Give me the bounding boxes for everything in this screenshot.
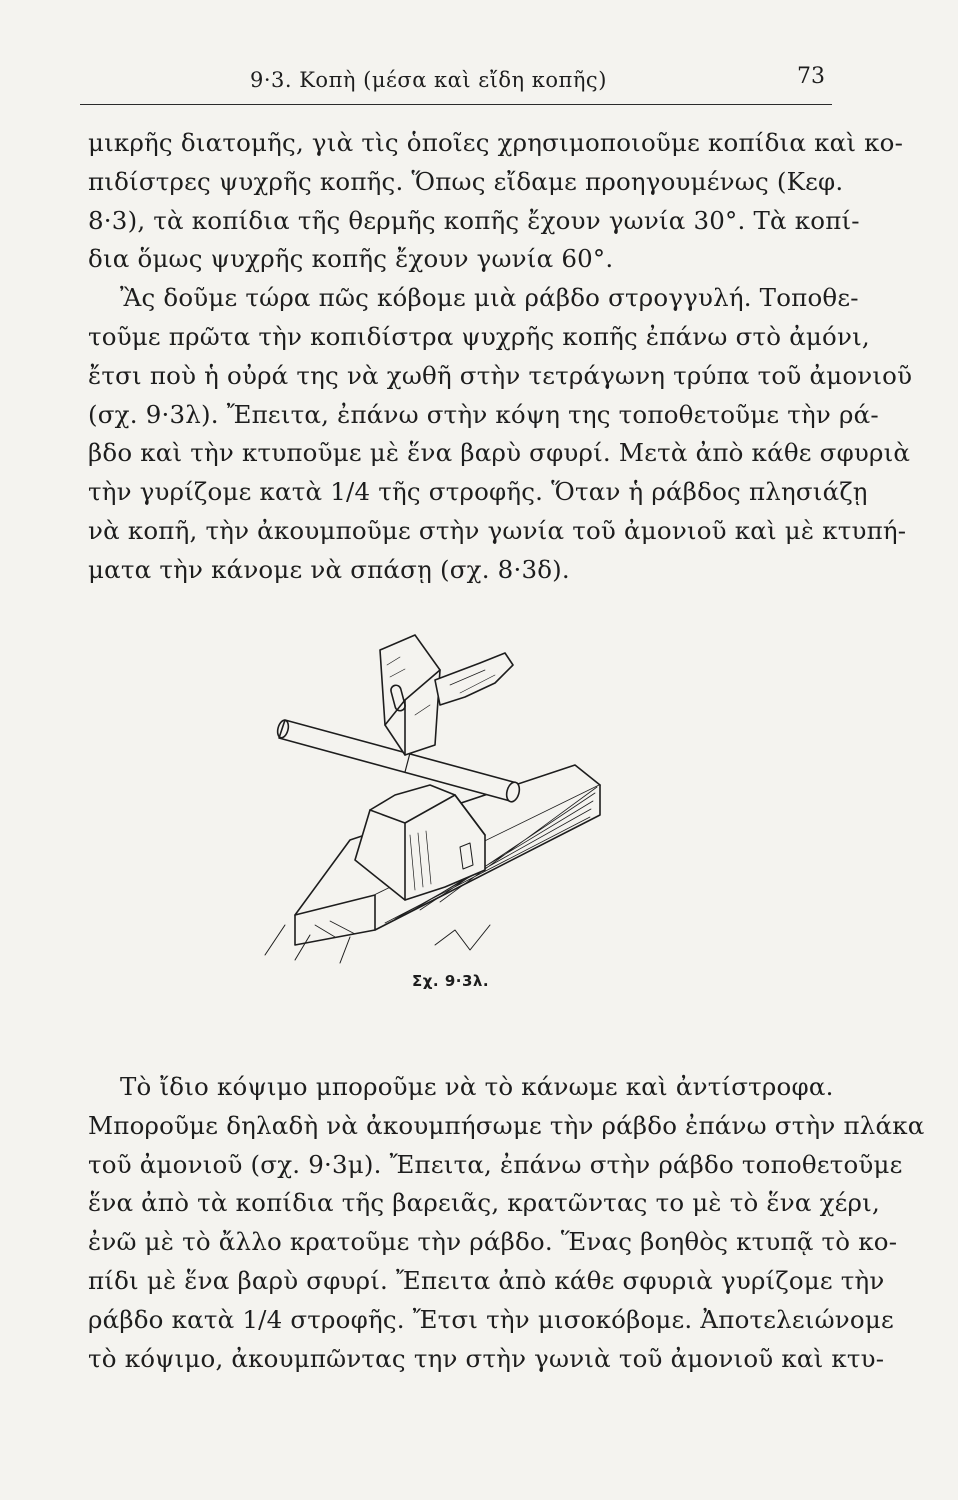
text-line: ματα τὴν κάνομε νὰ σπάσῃ (σχ. 8·3δ).	[88, 554, 570, 584]
page-number: 73	[797, 64, 825, 89]
text-line: πίδι μὲ ἕνα βαρὺ σφυρί. Ἔπειτα ἀπὸ κάθε σφυριὰ γυρίζομε τὴν	[88, 1265, 885, 1295]
text-line: βδο καὶ τὴν κτυποῦμε μὲ ἕνα βαρὺ σφυρί. Μετὰ ἀπὸ κάθε σφυριὰ	[88, 438, 911, 468]
text-line: τὸ κόψιμο, ἀκουμπῶντας την στὴν γωνιὰ τοῦ ἀμονιοῦ καὶ κτυ-	[88, 1343, 885, 1373]
body-text-bottom	[88, 1068, 925, 1378]
text-line: τοῦ ἀμονιοῦ (σχ. 9·3μ). Ἔπειτα, ἐπάνω στὴν ράβδο τοποθετοῦμε	[88, 1149, 903, 1179]
figure-hardy-cutting-illustration	[255, 625, 655, 965]
body-text-top	[88, 124, 913, 590]
text-line: νὰ κοπῆ, τὴν ἀκουμποῦμε στὴν γωνία τοῦ ἀμονιοῦ καὶ μὲ κτυπή-	[88, 515, 907, 545]
text-line: πιδίστρες ψυχρῆς κοπῆς. Ὅπως εἴδαμε προηγουμένως (Κεφ.	[88, 166, 844, 196]
text-line: Τὸ ἴδιο κόψιμο μποροῦμε νὰ τὸ κάνωμε καὶ ἀντίστροφα.	[120, 1072, 834, 1101]
sledge-hammer	[380, 635, 513, 755]
text-line: Μποροῦμε δηλαδὴ νὰ ἀκουμπήσωμε τὴν ράβδο ἐπάνω στὴν πλάκα	[88, 1110, 925, 1140]
text-line: (σχ. 9·3λ). Ἔπειτα, ἐπάνω στὴν κόψη της τοποθετοῦμε τὴν ρά-	[88, 399, 879, 429]
text-line: ἕνα ἀπὸ τὰ κοπίδια τῆς βαρειᾶς, κρατῶντας το μὲ τὸ ἕνα χέρι,	[88, 1188, 880, 1218]
header-rule	[80, 104, 832, 105]
text-line: δια ὅμως ψυχρῆς κοπῆς ἔχουν γωνία 60°.	[88, 244, 614, 274]
text-line: ἐνῶ μὲ τὸ ἄλλο κρατοῦμε τὴν ράβδο. Ἕνας βοηθὸς κτυπᾷ τὸ κο-	[88, 1227, 898, 1257]
text-line: τοῦμε πρῶτα τὴν κοπιδίστρα ψυχρῆς κοπῆς ἐπάνω στὸ ἀμόνι,	[88, 321, 870, 351]
page-header	[90, 60, 825, 100]
text-line: ράβδο κατὰ 1/4 στροφῆς. Ἔτσι τὴν μισοκόβομε. Ἀποτελειώνομε	[88, 1304, 894, 1334]
text-line: 8·3), τὰ κοπίδια τῆς θερμῆς κοπῆς ἔχουν γωνία 30°. Τὰ κοπί-	[88, 205, 860, 235]
text-line: ἔτσι ποὺ ἡ οὐρά της νὰ χωθῆ στὴν τετράγωνη τρύπα τοῦ ἀμονιοῦ	[88, 360, 913, 390]
text-line: Ἂς δοῦμε τώρα πῶς κόβομε μιὰ ράβδο στρογγυλή. Τοποθε-	[120, 283, 859, 313]
running-head: 9·3. Κοπὴ (μέσα καὶ εἴδη κοπῆς)	[250, 68, 607, 92]
text-line: τὴν γυρίζομε κατὰ 1/4 τῆς στροφῆς. Ὅταν ἡ ράβδος πλησιάζῃ	[88, 477, 868, 507]
text-line: μικρῆς διατομῆς, γιὰ τὶς ὁποῖες χρησιμοποιοῦμε κοπίδια καὶ κο-	[88, 128, 904, 157]
figure-caption: Σχ. 9·3λ.	[412, 972, 490, 990]
